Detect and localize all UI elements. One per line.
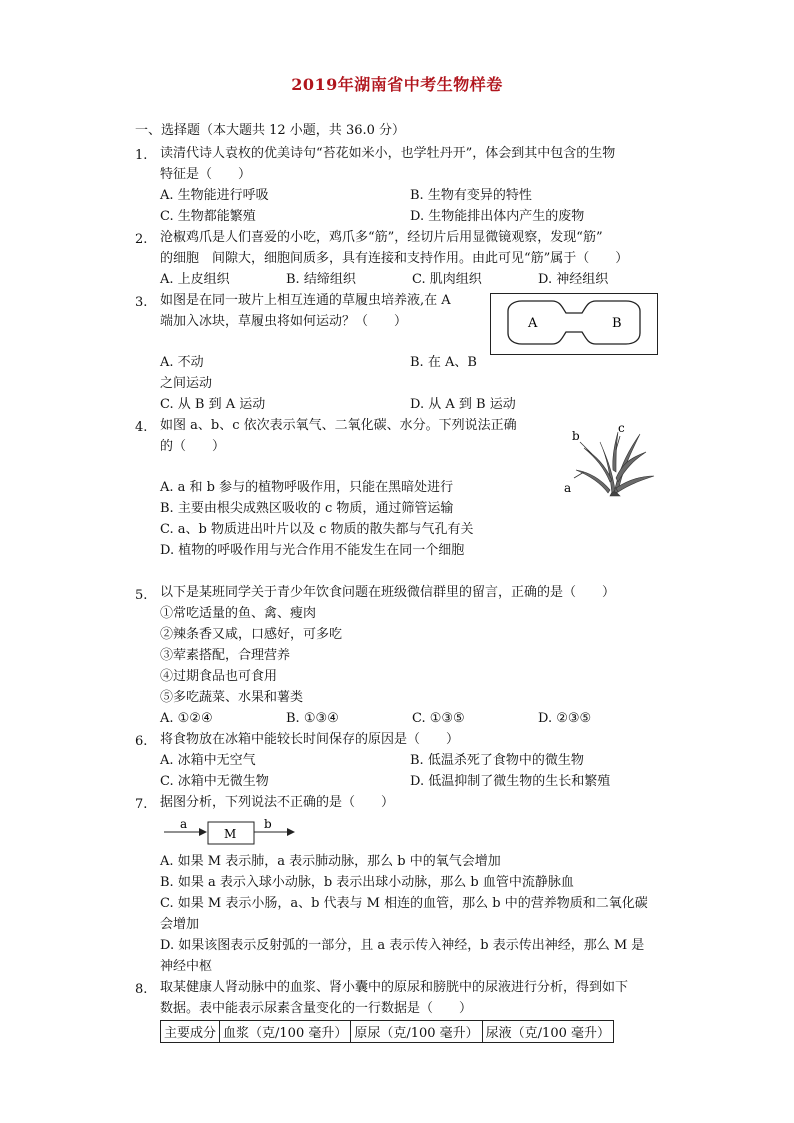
option-b: B. ①③④ [286, 711, 339, 726]
question-stem: 取某健康人肾动脉中的血浆、肾小囊中的原尿和膀胱中的尿液进行分析，得到如下 [160, 980, 629, 995]
statement-4: ④过期食品也可食用 [160, 669, 278, 684]
option-b-continued: 之间运动 [160, 376, 213, 391]
label-b: b [264, 817, 272, 831]
statement-5: ⑤多吃蔬菜、水果和薯类 [160, 690, 304, 705]
label-m: M [224, 827, 237, 841]
option-c: C. a、b 物质进出叶片以及 c 物质的散失都与气孔有关 [160, 522, 474, 537]
option-a: A. ①②④ [160, 711, 213, 726]
option-a: A. 如果 M 表示肺，a 表示肺动脉，那么 b 中的氧气会增加 [160, 854, 501, 869]
option-a: A. 不动 [160, 355, 204, 370]
question-number: 5. [135, 588, 148, 603]
option-a: A. 上皮组织 [160, 272, 230, 287]
question-number: 3. [135, 295, 148, 310]
pointer-line [580, 442, 592, 454]
question-stem: 特征是（ ） [160, 167, 252, 182]
table-header-cell: 血浆（克/100 毫升） [220, 1021, 351, 1043]
option-a: A. 生物能进行呼吸 [160, 188, 269, 203]
option-d: D. ②③⑤ [538, 711, 592, 726]
question-stem: 沧椒鸡爪是人们喜爱的小吃，鸡爪多“筋”，经切片后用显微镜观察，发现“筋” [160, 230, 603, 245]
question-stem: 的细胞 间隙大，细胞间质多，具有连接和支持作用。由此可见“筋”属于（ ） [160, 251, 629, 266]
question-number: 4. [135, 420, 148, 435]
question-number: 1. [135, 148, 148, 163]
option-d: D. 从 A 到 B 运动 [410, 397, 516, 412]
option-c: C. ①③⑤ [412, 711, 465, 726]
question-stem: 端加入冰块，草履虫将如何运动？（ ） [160, 314, 408, 329]
option-d: D. 如果该图表示反射弧的一部分，且 a 表示传入神经，b 表示传出神经，那么 M 是 [160, 938, 645, 953]
option-d: D. 低温抑制了微生物的生长和繁殖 [410, 774, 611, 789]
question-stem: 如图是在同一玻片上相互连通的草履虫培养液,在 A [160, 293, 451, 308]
statement-3: ③荤素搭配，合理营养 [160, 648, 291, 663]
option-b: B. 生物有变异的特性 [410, 188, 532, 203]
option-a: A. a 和 b 参与的植物呼吸作用，只能在黑暗处进行 [160, 480, 454, 495]
option-c-continued: 会增加 [160, 917, 200, 932]
option-b: B. 主要由根尖成熟区吸收的 c 物质，通过筛管运输 [160, 501, 454, 516]
page-title: 2019年湖南省中考生物样卷 [291, 75, 503, 94]
option-b: B. 结缔组织 [286, 272, 356, 287]
plant-illustration [560, 420, 660, 500]
label-a: a [180, 817, 188, 831]
table-header-cell: 原尿（克/100 毫升） [351, 1021, 482, 1043]
label-a: A [528, 316, 538, 331]
question-number: 8. [135, 982, 148, 997]
option-c: C. 肌肉组织 [412, 272, 482, 287]
table-header-cell: 尿液（克/100 毫升） [482, 1021, 613, 1043]
label-b: b [572, 429, 580, 443]
table-header-row [161, 1021, 614, 1043]
pointer-line [574, 472, 584, 478]
flow-diagram [160, 814, 300, 848]
question-stem: 将食物放在冰箱中能较长时间保存的原因是（ ） [160, 732, 460, 747]
label-b: B [612, 316, 622, 331]
option-b: B. 如果 a 表示入球小动脉，b 表示出球小动脉，那么 b 血管中流静脉血 [160, 875, 574, 890]
option-d-continued: 神经中枢 [160, 959, 213, 974]
option-d: D. 神经组织 [538, 272, 609, 287]
question-number: 7. [135, 797, 148, 812]
question-stem: 以下是某班同学关于青少年饮食问题在班级微信群里的留言，正确的是（ ） [160, 585, 616, 600]
question-stem: 的（ ） [160, 439, 226, 454]
option-c: C. 生物都能繁殖 [160, 209, 256, 224]
option-d: D. 生物能排出体内产生的废物 [410, 209, 585, 224]
option-b: B. 在 A、B [410, 355, 477, 370]
option-a: A. 冰箱中无空气 [160, 753, 256, 768]
question-number: 2. [135, 232, 148, 247]
option-c: C. 从 B 到 A 运动 [160, 397, 266, 412]
question-stem: 据图分析，下列说法不正确的是（ ） [160, 795, 395, 810]
question-stem: 数据。表中能表示尿素含量变化的一行数据是（ ） [160, 1001, 473, 1016]
statement-1: ①常吃适量的鱼、禽、瘦肉 [160, 606, 317, 621]
urea-data-table [160, 1020, 614, 1043]
option-b: B. 低温杀死了食物中的微生物 [410, 753, 584, 768]
option-c: C. 如果 M 表示小肠，a、b 代表与 M 相连的血管，那么 b 中的营养物质和二氧化碳 [160, 896, 648, 911]
paramecium-slide-diagram [490, 293, 658, 355]
option-d: D. 植物的呼吸作用与光合作用不能发生在同一个细胞 [160, 543, 465, 558]
statement-2: ②辣条香又咸，口感好，可多吃 [160, 627, 343, 642]
question-stem: 如图 a、b、c 依次表示氧气、二氧化碳、水分。下列说法正确 [160, 418, 517, 433]
label-a: a [564, 481, 572, 495]
question-number: 6. [135, 734, 148, 749]
option-c: C. 冰箱中无微生物 [160, 774, 269, 789]
table-header-cell: 主要成分 [161, 1021, 220, 1043]
question-stem: 读清代诗人袁枚的优美诗句“苔花如米小，也学牡丹开”，体会到其中包含的生物 [160, 146, 616, 161]
section-heading: 一、选择题（本大题共 12 小题，共 36.0 分） [135, 123, 406, 138]
label-c: c [618, 421, 625, 435]
